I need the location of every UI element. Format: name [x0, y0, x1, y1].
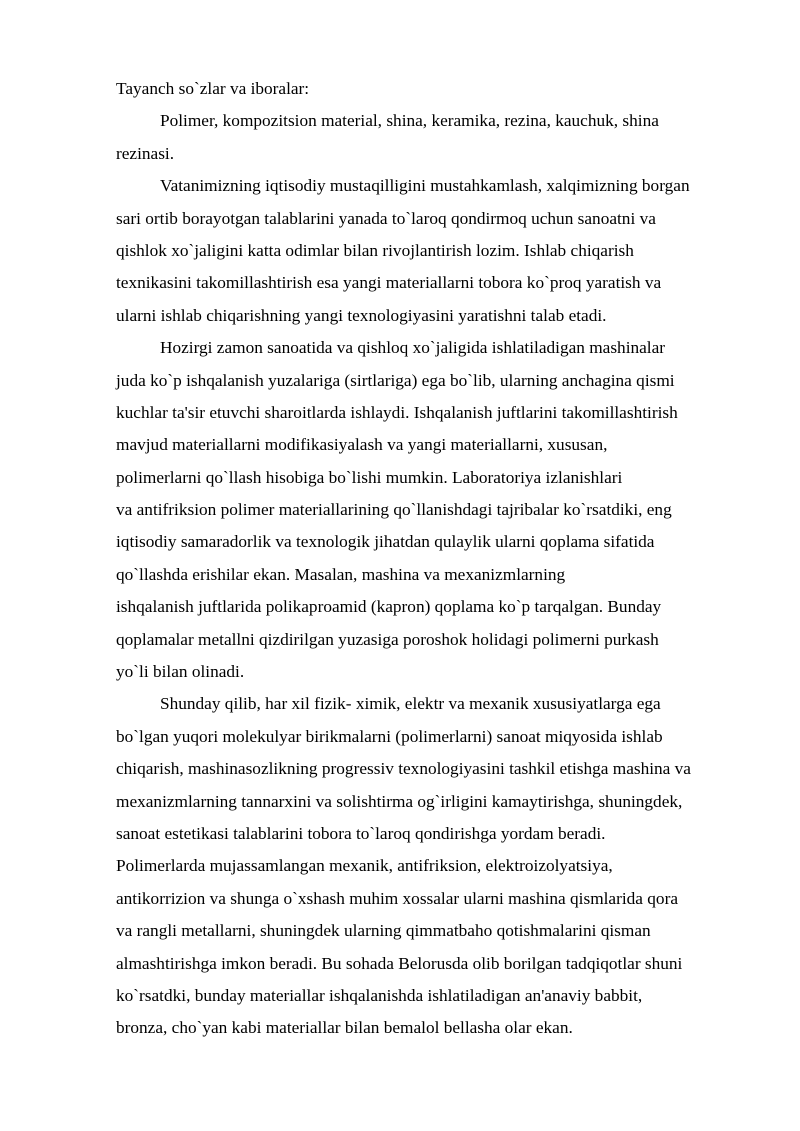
- keywords-paragraph: [116, 105, 744, 170]
- text-line: qoplamalar metallni qizdirilgan yuzasiga poroshok holidagi polimerni purkash: [116, 629, 659, 649]
- text-line: kuchlar ta'sir etuvchi sharoitlarda ishlaydi. Ishqalanish juftlarini takomillashtirish: [116, 402, 678, 422]
- document-body: [116, 73, 744, 1045]
- text-line: bo`lgan yuqori molekulyar birikmalarni (polimerlarni) sanoat miqyosida ishlab: [116, 726, 663, 746]
- text-line: va rangli metallarni, shuningdek ularning qimmatbaho qotishmalarini qisman: [116, 921, 651, 941]
- text-line: qo`llashda erishilar ekan. Masalan, mashina va mexanizmlarning: [116, 564, 566, 584]
- text-line: antikorrizion va shunga o`xshash muhim xossalar ularni mashina qismlarida qora: [116, 888, 678, 908]
- text-line: mexanizmlarning tannarxini va solishtirma og`irligini kamaytirishga, shuningdek,: [116, 791, 683, 811]
- text-line: mavjud materiallarni modifikasiyalash va yangi materiallarni, xususan,: [116, 435, 608, 455]
- text-line: ko`rsatdki, bunday materiallar ishqalanishda ishlatiladigan an'anaviy babbit,: [116, 985, 643, 1005]
- text-line: Vatanimizning iqtisodiy mustaqilligini mustahkamlash, xalqimizning borgan: [160, 176, 690, 196]
- paragraph: [116, 332, 744, 688]
- text-line: ishqalanish juftlarida polikaproamid (kapron) qoplama ko`p tarqalgan. Bunday: [116, 597, 662, 617]
- text-line: rezinasi.: [116, 143, 175, 163]
- text-line: bronza, cho`yan kabi materiallar bilan bemalol bellasha olar ekan.: [116, 1018, 573, 1038]
- text-line: iqtisodiy samaradorlik va texnologik jihatdan qulaylik ularni qoplama sifatida: [116, 532, 655, 552]
- text-line: sari ortib borayotgan talablarini yanada to`laroq qondirmoq uchun sanoatni va: [116, 208, 656, 228]
- text-line: va antifriksion polimer materiallarining qo`llanishdagi tajribalar ko`rsatdiki, eng: [116, 500, 672, 520]
- text-line: juda ko`p ishqalanish yuzalariga (sirtlariga) ega bo`lib, ularning anchagina qismi: [116, 370, 675, 390]
- text-line: Shunday qilib, har xil fizik- ximik, elektr va mexanik xususiyatlarga ega: [160, 694, 661, 714]
- text-line: almashtirishga imkon beradi. Bu sohada Belorusda olib borilgan tadqiqotlar shuni: [116, 953, 683, 973]
- text-line: polimerlarni qo`llash hisobiga bo`lishi mumkin. Laboratoriya izlanishlari: [116, 467, 623, 487]
- keywords-heading: Tayanch so`zlar va iboralar:: [116, 79, 310, 98]
- text-line: chiqarish, mashinasozlikning progressiv texnologiyasini tashkil etishga mashina va: [116, 759, 691, 779]
- text-line: ularni ishlab chiqarishning yangi texnologiyasini yaratishni talab etadi.: [116, 305, 607, 325]
- text-line: Polimerlarda mujassamlangan mexanik, antifriksion, elektroizolyatsiya,: [116, 856, 613, 876]
- text-line: yo`li bilan olinadi.: [116, 662, 245, 682]
- text-line: texnikasini takomillashtirish esa yangi materiallarni tobora ko`proq yaratish va: [116, 273, 662, 293]
- text-line: Polimer, kompozitsion material, shina, keramika, rezina, kauchuk, shina: [160, 111, 659, 131]
- text-line: sanoat estetikasi talablarini tobora to`laroq qondirishga yordam beradi.: [116, 823, 606, 843]
- paragraph: [116, 688, 744, 1044]
- text-line: qishlok xo`jaligini katta odimlar bilan rivojlantirish lozim. Ishlab chiqarish: [116, 240, 634, 260]
- paragraph: [116, 170, 744, 332]
- text-line: Hozirgi zamon sanoatida va qishloq xo`jaligida ishlatiladigan mashinalar: [160, 338, 666, 358]
